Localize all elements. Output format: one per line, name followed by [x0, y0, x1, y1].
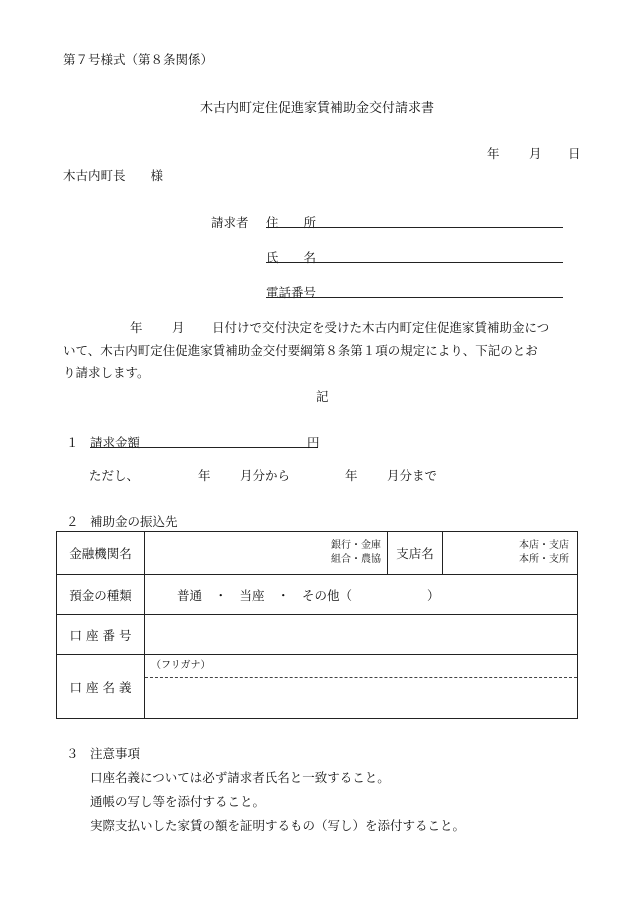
- account-number-label: 口 座 番 号: [57, 615, 145, 655]
- period-month-to: 月分まで: [387, 468, 438, 483]
- furigana-label: （フリガナ）: [151, 660, 211, 671]
- addressee: 木古内町長 様: [63, 168, 164, 183]
- body-line2: いて、木古内町定住促進家賃補助金交付要綱第８条第１項の規定により、下記のとお: [63, 343, 538, 358]
- account-number-field[interactable]: [145, 615, 578, 655]
- date-month: 月: [529, 146, 542, 161]
- bank-name-field[interactable]: [145, 532, 388, 575]
- period-prefix: ただし、: [89, 468, 140, 483]
- account-number-row: [57, 615, 578, 655]
- date-day: 日: [568, 146, 581, 161]
- account-holder-field[interactable]: [145, 677, 577, 718]
- date-year: 年: [487, 146, 500, 161]
- requester-label: 請求者: [211, 215, 249, 230]
- body-line1: 日付けで交付決定を受けた木古内町定住促進家賃補助金につ: [212, 320, 550, 335]
- section2-number: ２: [66, 514, 79, 529]
- branch-type-line2: 本所・支所: [519, 554, 569, 565]
- note-item: 通帳の写し等を添付すること。: [90, 794, 266, 809]
- phone-label: 電話番号: [266, 285, 317, 300]
- bank-name-label: 金融機関名: [57, 532, 145, 575]
- branch-type-line1: 本店・支店: [519, 540, 569, 551]
- branch-label: 支店名: [388, 532, 443, 575]
- period-year1: 年: [198, 468, 211, 483]
- branch-field[interactable]: [443, 532, 578, 575]
- bank-type-line1: 銀行・金庫: [331, 540, 381, 551]
- note-item: 実際支払いした家賃の額を証明するもの（写し）を添付すること。: [90, 818, 466, 833]
- bank-table: [56, 531, 578, 719]
- period-month-from: 月分から: [240, 468, 291, 483]
- account-holder-row: [57, 655, 578, 719]
- period-year2: 年: [345, 468, 358, 483]
- address-field[interactable]: [266, 227, 563, 228]
- section3-number: ３: [66, 746, 79, 761]
- bank-type-line2: 組合・農協: [331, 554, 381, 565]
- body-line3: り請求します。: [63, 365, 150, 380]
- document-title: 木古内町定住促進家賃補助金交付請求書: [200, 101, 435, 116]
- amount-unit: 円: [307, 435, 320, 450]
- note-item: 口座名義については必ず請求者氏名と一致すること。: [90, 770, 390, 785]
- body-year: 年: [130, 320, 143, 335]
- section1-label: 請求金額: [90, 435, 141, 450]
- name-label: 氏 名: [266, 250, 317, 265]
- deposit-type-label: 預金の種類: [57, 575, 145, 615]
- section3-label: 注意事項: [90, 746, 141, 761]
- account-holder-label: 口 座 名 義: [57, 655, 145, 719]
- phone-field[interactable]: [266, 297, 563, 298]
- form-number: 第７号様式（第８条関係）: [63, 52, 214, 67]
- ki-note: 記: [316, 389, 329, 404]
- name-field[interactable]: [266, 262, 563, 263]
- account-holder-cell: [145, 655, 578, 719]
- deposit-options[interactable]: 普通 ・ 当座 ・ その他（ ）: [145, 575, 578, 615]
- body-month: 月: [172, 320, 185, 335]
- section1-number: １: [66, 435, 79, 450]
- furigana-area[interactable]: [145, 655, 577, 677]
- amount-field[interactable]: [90, 447, 318, 448]
- deposit-row: [57, 575, 578, 615]
- bank-row: [57, 532, 578, 575]
- address-label: 住 所: [266, 215, 317, 230]
- section2-label: 補助金の振込先: [90, 514, 178, 529]
